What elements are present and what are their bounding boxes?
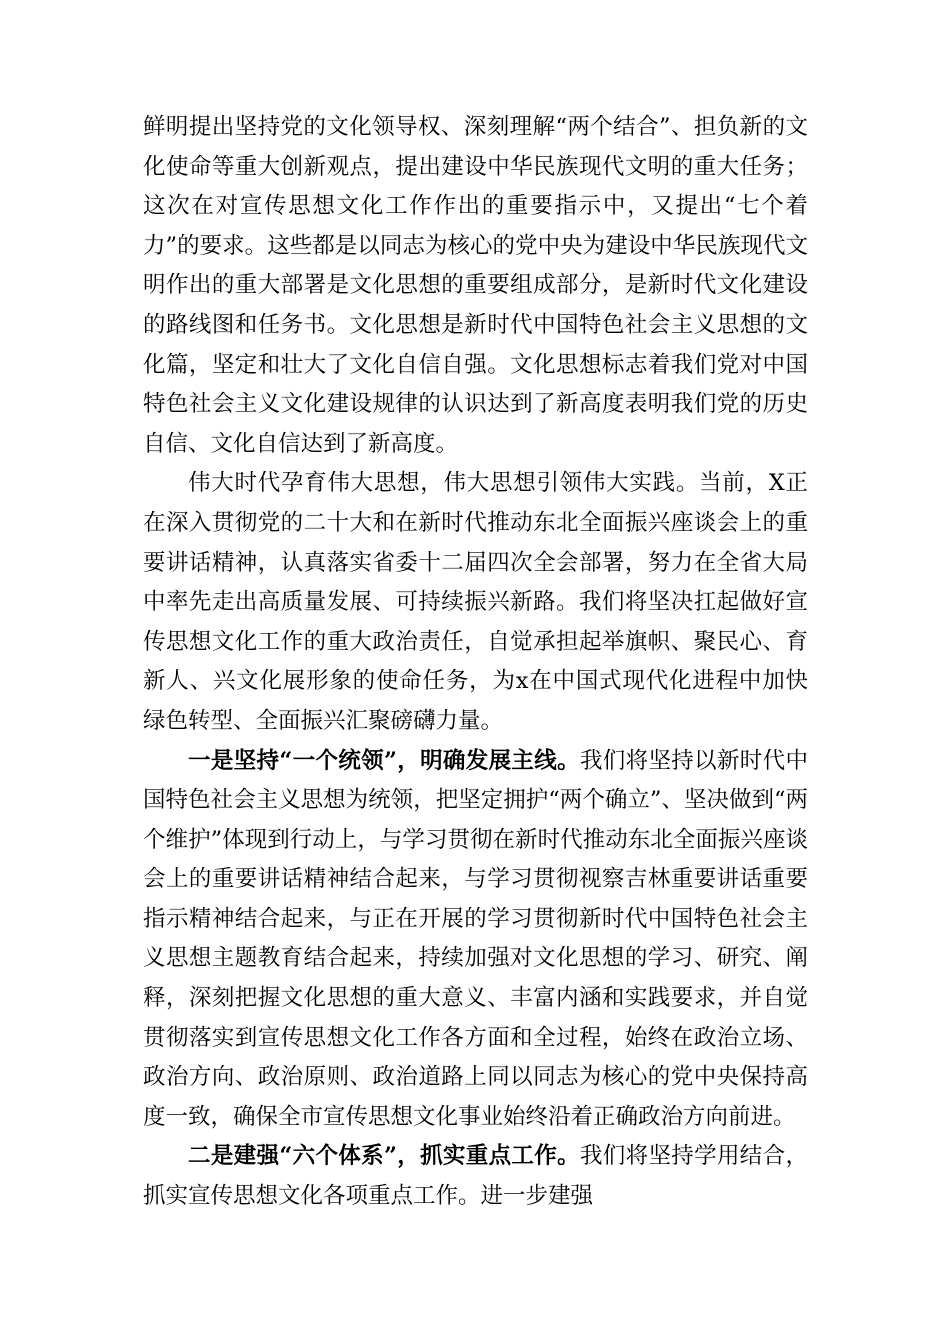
document-page [143, 108, 808, 1217]
paragraph-3 [143, 742, 808, 1138]
paragraph-1 [143, 108, 808, 464]
paragraph-1-text: 鲜明提出坚持党的文化领导权、深刻理解“两个结合”、担负新的文化使命等重大创新观点，提出建设中华民族现代文明的重大任务；这次在对宣传思想文化工作作出的重要指示中，又提出“七个着力”的要求。这些都是以同志为核心的党中央为建设中华民族现代文明作出的重大部署是文化思想的重要组成部分，是新时代文化建设的路线图和任务书。文化思想是新时代中国特色社会主义思想的文化篇，坚定和壮大了文化自信自强。文化思想标志着我们党对中国特色社会主义文化建设规律的认识达到了新高度表明我们党的历史自信、文化自信达到了新高度。 [143, 114, 808, 457]
paragraph-4-lead: 二是建强“六个体系”，抓实重点工作。 [188, 1143, 580, 1170]
paragraph-4-text: 我们将坚持学用结合，抓实宣传思想文化各项重点工作。进一步建强 [143, 1143, 808, 1210]
paragraph-2 [143, 464, 808, 741]
paragraph-2-text: 伟大时代孕育伟大思想，伟大思想引领伟大实践。当前，X正在深入贯彻党的二十大和在新时代推动东北全面振兴座谈会上的重要讲话精神，认真落实省委十二届四次全会部署，努力在全省大局中率先走出高质量发展、可持续振兴新路。我们将坚决扛起做好宣传思想文化工作的重大政治责任，自觉承担起举旗帜、聚民心、育新人、兴文化展形象的使命任务，为x在中国式现代化进程中加快绿色转型、全面振兴汇聚磅礴力量。 [143, 470, 808, 734]
paragraph-3-text: 我们将坚持以新时代中国特色社会主义思想为统领，把坚定拥护“两个确立”、坚决做到“两个维护”体现到行动上，与学习贯彻在新时代推动东北全面振兴座谈会上的重要讲话精神结合起来，与学习贯彻视察吉林重要讲话重要指示精神结合起来，与正在开展的学习贯彻新时代中国特色社会主义思想主题教育结合起来，持续加强对文化思想的学习、研究、阐释，深刻把握文化思想的重大意义、丰富内涵和实践要求，并自觉贯彻落实到宣传思想文化工作各方面和全过程，始终在政治立场、政治方向、政治原则、政治道路上同以同志为核心的党中央保持高度一致，确保全市宣传思想文化事业始终沿着正确政治方向前进。 [143, 747, 808, 1130]
paragraph-3-lead: 一是坚持“一个统领”，明确发展主线。 [188, 747, 580, 774]
paragraph-4 [143, 1137, 808, 1216]
